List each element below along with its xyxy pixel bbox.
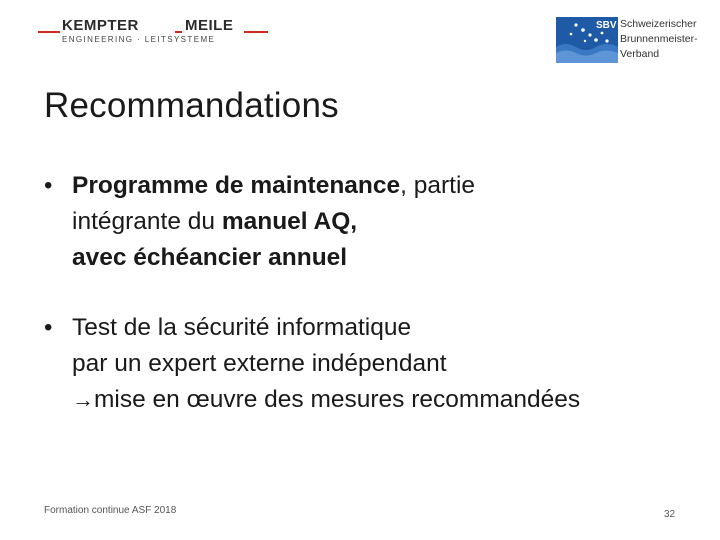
logo-subtitle: ENGINEERING · LEITSYSTEME (62, 35, 216, 44)
footer-text: Formation continue ASF 2018 (44, 505, 177, 516)
bullet-2-line-1: Test de la sécurité informatique (72, 314, 412, 341)
bullet-dot: • (44, 172, 53, 199)
sbv-line-3: Verband (620, 48, 660, 60)
bullet-item-2 (44, 310, 684, 418)
bullet-2-line-2: par un expert externe indépendant (72, 350, 447, 377)
sbv-text (620, 17, 698, 62)
bullet-1-bold-text: Programme de maintenance (72, 172, 401, 199)
slide-title: Recommandations (44, 86, 339, 125)
sbv-mark-text: SBV (596, 20, 617, 31)
sbv-logo (556, 17, 706, 65)
sbv-water-drops-icon (556, 17, 618, 63)
logo-word-kempter: KEMPTER (62, 17, 139, 34)
bullet-1-bold-text: manuel AQ, (221, 208, 358, 235)
bullet-1-line-3: avec échéancier annuel (72, 244, 348, 271)
logo-red-bar (175, 31, 182, 33)
bullet-1-text: intégrante du (72, 208, 222, 235)
logo-red-bar (244, 31, 268, 33)
bullet-1-text: , partie (400, 172, 476, 199)
bullet-2-text: mise en œuvre des mesures recommandées (94, 386, 581, 413)
bullet-dot: • (44, 314, 53, 341)
kempter-meile-logo (38, 16, 232, 48)
bullet-item-1 (44, 168, 684, 276)
sbv-line-2: Brunnenmeister- (620, 33, 698, 45)
logo-red-bar (38, 31, 60, 33)
logo-word-meile: MEILE (185, 17, 234, 34)
bullet-1-line-1 (72, 168, 684, 204)
bullet-list (44, 168, 684, 418)
right-arrow-icon: → (72, 387, 94, 412)
sbv-line-1: Schweizerischer (620, 18, 697, 30)
bullet-1-line-2 (72, 204, 684, 240)
bullet-2-line-3 (72, 382, 684, 418)
page-number: 32 (664, 509, 676, 520)
